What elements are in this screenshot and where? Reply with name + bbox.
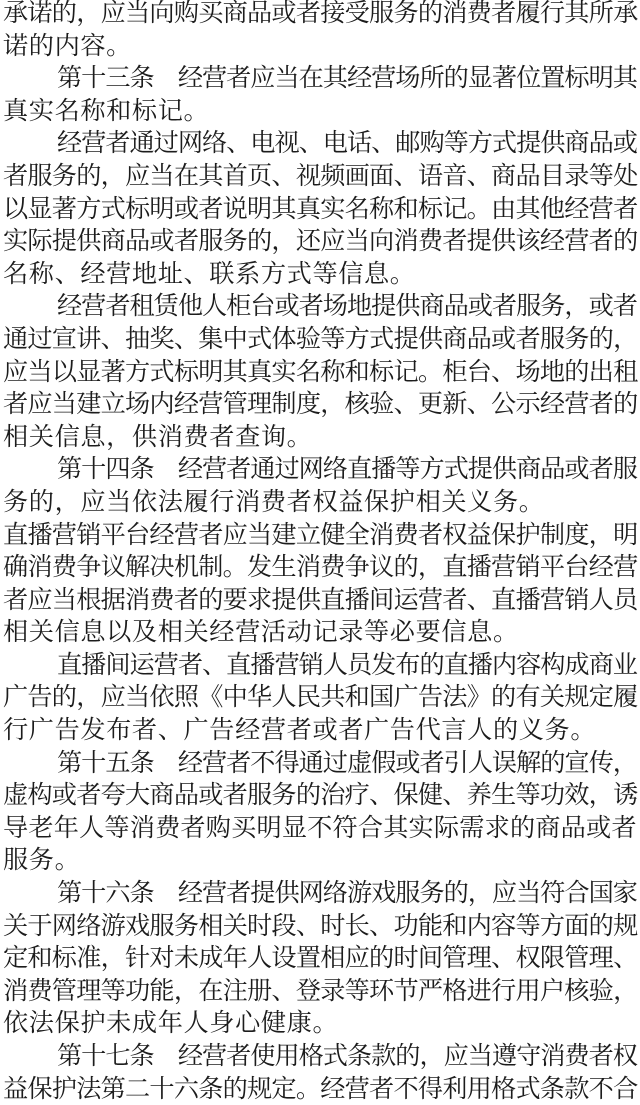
document-text-line: 益保护法第二十六条的规定。经营者不得利用格式条款不合 bbox=[3, 1073, 638, 1103]
document-text-line: 务的，应当依法履行消费者权益保护相关义务。 bbox=[3, 486, 545, 516]
document-text-line: 名称、经营地址、联系方式等信息。 bbox=[3, 258, 416, 288]
document-text-line: 直播间运营者、直播营销人员发布的直播内容构成商业 bbox=[57, 649, 637, 679]
document-text-line: 第十七条 经营者使用格式条款的，应当遵守消费者权 bbox=[57, 1041, 637, 1070]
document-text-line: 导老年人等消费者购买明显不符合其实际需求的商品或者 bbox=[3, 812, 637, 842]
document-text-line: 服务。 bbox=[3, 845, 81, 875]
document-text-line: 虚构或者夸大商品或者服务的治疗、保健、养生等功效，诱 bbox=[3, 780, 638, 810]
document-text-line: 消费管理等功能，在注册、登录等环节严格进行用户核验， bbox=[3, 975, 638, 1005]
document-text-line: 确消费争议解决机制。发生消费争议的，直播营销平台经营 bbox=[3, 552, 638, 582]
document-text-line: 关于网络游戏服务相关时段、时长、功能和内容等方面的规 bbox=[3, 910, 638, 940]
document-text-line: 承诺的，应当向购买商品或者接受服务的消费者履行其所承 bbox=[3, 0, 638, 27]
document-text-line: 第十六条 经营者提供网络游戏服务的，应当符合国家 bbox=[57, 878, 637, 908]
document-text-line: 者应当根据消费者的要求提供直播间运营者、直播营销人员 bbox=[3, 584, 638, 614]
document-text-line: 经营者租赁他人柜台或者场地提供商品或者服务，或者 bbox=[57, 291, 637, 321]
document-text-line: 者应当建立场内经营管理制度，核验、更新、公示经营者的 bbox=[3, 389, 638, 419]
document-text-line: 以显著方式标明或者说明其真实名称和标记。由其他经营者 bbox=[3, 193, 638, 223]
document-text-line: 经营者通过网络、电视、电话、邮购等方式提供商品或 bbox=[57, 128, 637, 158]
document-text-line: 诺的内容。 bbox=[3, 30, 132, 60]
document-text-line: 直播营销平台经营者应当建立健全消费者权益保护制度，明 bbox=[3, 519, 638, 549]
document-text-line: 定和标准，针对未成年人设置相应的时间管理、权限管理、 bbox=[3, 943, 638, 973]
document-text-line: 通过宣讲、抽奖、集中式体验等方式提供商品或者服务的， bbox=[3, 323, 638, 353]
document-text-line: 广告的，应当依照《中华人民共和国广告法》的有关规定履 bbox=[3, 682, 638, 712]
document-text-line: 相关信息，供消费者查询。 bbox=[3, 421, 313, 451]
document-text-line: 真实名称和标记。 bbox=[3, 95, 210, 125]
document-text-line: 相关信息以及相关经营活动记录等必要信息。 bbox=[3, 617, 519, 647]
document-text-line: 实际提供商品或者服务的，还应当向消费者提供该经营者的 bbox=[3, 226, 638, 256]
document-text-line: 应当以显著方式标明其真实名称和标记。柜台、场地的出租 bbox=[3, 356, 638, 386]
document-text-line: 依法保护未成年人身心健康。 bbox=[3, 1008, 339, 1038]
document-text-line: 第十四条 经营者通过网络直播等方式提供商品或者服 bbox=[57, 454, 637, 484]
document-body bbox=[3, 0, 637, 1105]
document-text-line: 行广告发布者、广告经营者或者广告代言人的义务。 bbox=[3, 715, 597, 745]
document-text-line: 者服务的，应当在其首页、视频画面、语音、商品目录等处 bbox=[3, 160, 638, 190]
document-text-line: 第十五条 经营者不得通过虚假或者引人误解的宣传， bbox=[57, 747, 637, 777]
document-text-line: 第十三条 经营者应当在其经营场所的显著位置标明其 bbox=[57, 63, 637, 93]
